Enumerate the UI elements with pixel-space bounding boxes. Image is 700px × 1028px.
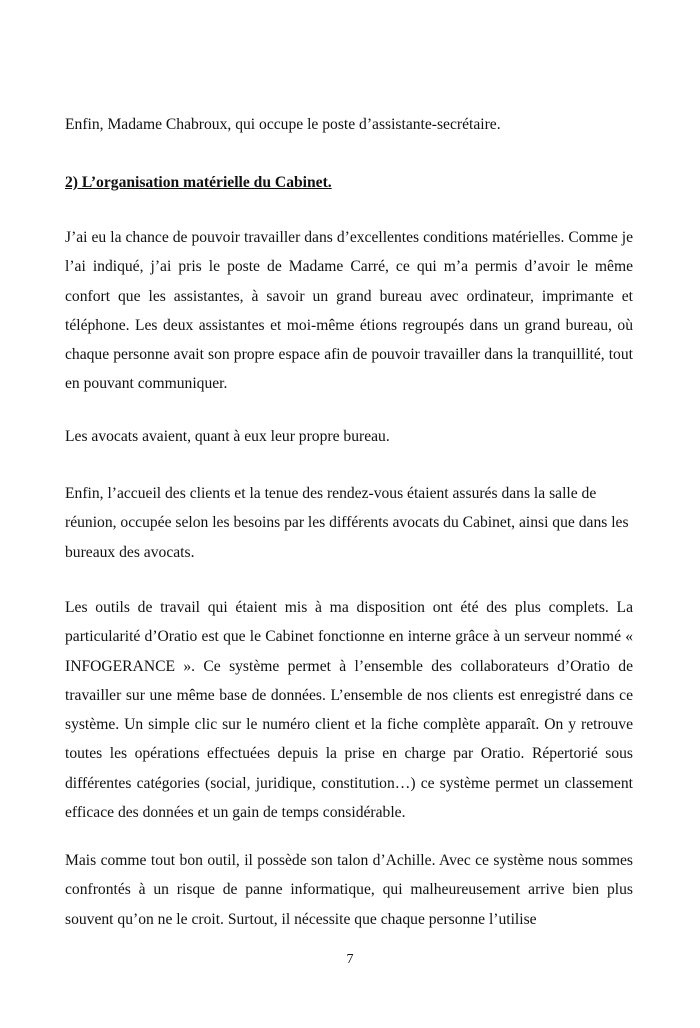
paragraph-system-weakness: Mais comme tout bon outil, il possède son talon d’Achille. Avec ce système nous sommes confrontés à un risque de panne informatique, qui malheureusement arrive bien plus souvent qu’on ne le croit. Surtout, il nécessite que chaque personne l’utilise — [65, 852, 633, 928]
paragraph-lawyers-offices: Les avocats avaient, quant à eux leur propre bureau. — [65, 428, 390, 445]
paragraph-client-reception: Enfin, l’accueil des clients et la tenue des rendez-vous étaient assurés dans la salle de réunion, occupée selon les besoins par les différents avocats du Cabinet, ainsi que dans les bureaux des avocats. — [65, 485, 629, 561]
intro-paragraph: Enfin, Madame Chabroux, qui occupe le poste d’assistante-secrétaire. — [65, 116, 501, 133]
section-heading: 2) L’organisation matérielle du Cabinet. — [65, 174, 332, 191]
page-number: 7 — [346, 952, 354, 967]
paragraph-material-conditions: J’ai eu la chance de pouvoir travailler dans d’excellentes conditions matérielles. Comme je l’ai indiqué, j’ai pris le poste de Madame Carré, ce qui m’a permis d’avoir le même confort que les assistantes, à savoir un grand bureau avec ordinateur, imprimante et téléphone. Les deux assistantes et moi-même étions regroupés dans un grand bureau, où chaque personne avait son propre espace afin de pouvoir travailler dans la tranquillité, tout en pouvant communiquer. — [65, 229, 633, 393]
paragraph-work-tools: Les outils de travail qui étaient mis à ma disposition ont été des plus complets. La particularité d’Oratio est que le Cabinet fonctionne en interne grâce à un serveur nommé « INFOGERANCE ». Ce système permet à l’ensemble des collaborateurs d’Oratio de travailler sur une même base de données. L’ensemble de nos clients est enregistré dans ce système. Un simple clic sur le numéro client et la fiche complète apparaît. On y retrouve toutes les opérations effectuées depuis la prise en charge par Oratio. Répertorié sous différentes catégories (social, juridique, constitution…) ce système permet un classement efficace des données et un gain de temps considérable. — [65, 599, 633, 822]
